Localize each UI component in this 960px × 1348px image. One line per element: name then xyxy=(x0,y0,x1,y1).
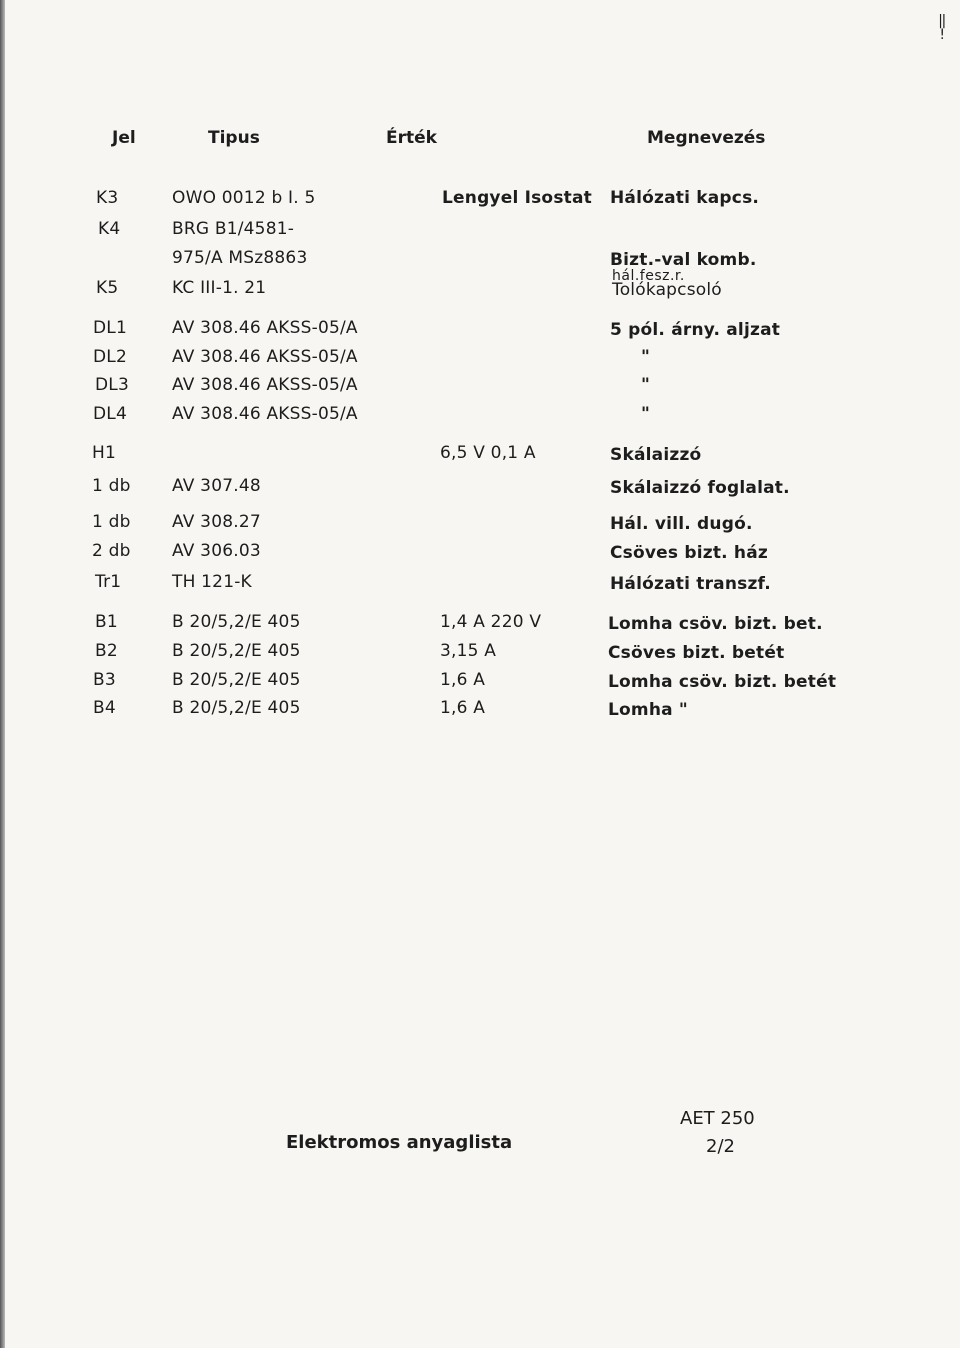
row-dl4-megnevezes: " xyxy=(641,404,651,424)
row-b3-megnevezes: Lomha csöv. bizt. betét xyxy=(608,672,837,692)
row-dugo-megnevezes: Hál. vill. dugó. xyxy=(610,514,753,534)
row-dl3-tipus: AV 308.46 AKSS-05/A xyxy=(172,375,358,395)
row-b3-tipus: B 20/5,2/E 405 xyxy=(172,670,301,690)
row-foglalat-jel: 1 db xyxy=(92,476,131,496)
row-h1-megnevezes: Skálaizzó xyxy=(610,445,702,465)
scan-edge xyxy=(0,0,5,1348)
row-k4b-megnevezes: Bizt.-val komb. xyxy=(610,250,757,270)
footer-code: AET 250 xyxy=(680,1108,755,1129)
row-dl2-jel: DL2 xyxy=(93,347,127,367)
row-b4-jel: B4 xyxy=(93,698,116,718)
row-b1-tipus: B 20/5,2/E 405 xyxy=(172,612,301,632)
row-b4-ertek: 1,6 A xyxy=(440,698,486,718)
row-foglalat-megnevezes: Skálaizzó foglalat. xyxy=(610,478,790,498)
row-h1-ertek: 6,5 V 0,1 A xyxy=(440,443,536,463)
row-b4-megnevezes: Lomha " xyxy=(608,700,688,720)
row-tr1-megnevezes: Hálózati transzf. xyxy=(610,574,771,594)
row-haz-megnevezes: Csöves bizt. ház xyxy=(610,543,768,563)
row-dl1-megnevezes: 5 pól. árny. aljzat xyxy=(610,320,781,340)
header-ertek: Érték xyxy=(386,128,437,148)
row-dl4-jel: DL4 xyxy=(93,404,127,424)
row-dl4-tipus: AV 308.46 AKSS-05/A xyxy=(172,404,358,424)
row-b3-ertek: 1,6 A xyxy=(440,670,486,690)
header-tipus: Tipus xyxy=(208,128,260,148)
row-k5-jel: K5 xyxy=(96,278,119,298)
row-k4-tipus: BRG B1/4581- xyxy=(172,219,295,239)
row-k3-tipus: OWO 0012 b I. 5 xyxy=(172,188,316,208)
row-k4-jel: K4 xyxy=(98,219,121,239)
row-dl3-jel: DL3 xyxy=(95,375,129,395)
row-dl2-megnevezes: " xyxy=(641,347,651,367)
row-b2-megnevezes: Csöves bizt. betét xyxy=(608,643,785,663)
row-haz-jel: 2 db xyxy=(92,541,131,561)
row-k3-ertek: Lengyel Isostat xyxy=(442,188,592,208)
scan-mark: ‖ ! xyxy=(938,13,947,43)
row-b2-ertek: 3,15 A xyxy=(440,641,497,661)
row-dl1-tipus: AV 308.46 AKSS-05/A xyxy=(172,318,358,338)
row-k5-tipus: KC III-1. 21 xyxy=(172,278,267,298)
row-b1-megnevezes: Lomha csöv. bizt. bet. xyxy=(608,614,823,634)
row-dl3-megnevezes: " xyxy=(641,375,651,395)
row-b3-jel: B3 xyxy=(93,670,116,690)
header-jel: Jel xyxy=(112,128,136,148)
row-h1-jel: H1 xyxy=(92,443,116,463)
row-k3-jel: K3 xyxy=(96,188,119,208)
row-k4b-tipus: 975/A MSz8863 xyxy=(172,248,308,268)
row-k5a-megnevezes: hál.fesz.r. xyxy=(612,268,685,284)
row-b4-tipus: B 20/5,2/E 405 xyxy=(172,698,301,718)
row-b2-tipus: B 20/5,2/E 405 xyxy=(172,641,301,661)
row-dl1-jel: DL1 xyxy=(93,318,127,338)
row-tr1-jel: Tr1 xyxy=(95,572,122,592)
row-tr1-tipus: TH 121-K xyxy=(172,572,252,592)
row-k3-megnevezes: Hálózati kapcs. xyxy=(610,188,760,208)
footer-page: 2/2 xyxy=(706,1136,735,1157)
header-megnevezes: Megnevezés xyxy=(647,128,766,148)
row-dl2-tipus: AV 308.46 AKSS-05/A xyxy=(172,347,358,367)
row-b1-ertek: 1,4 A 220 V xyxy=(440,612,542,632)
row-b2-jel: B2 xyxy=(95,641,118,661)
row-k5-megnevezes: Tolókapcsoló xyxy=(612,280,722,300)
row-dugo-jel: 1 db xyxy=(92,512,131,532)
row-foglalat-tipus: AV 307.48 xyxy=(172,476,261,496)
footer-title: Elektromos anyaglista xyxy=(286,1132,513,1153)
row-dugo-tipus: AV 308.27 xyxy=(172,512,261,532)
row-b1-jel: B1 xyxy=(95,612,118,632)
row-haz-tipus: AV 306.03 xyxy=(172,541,261,561)
